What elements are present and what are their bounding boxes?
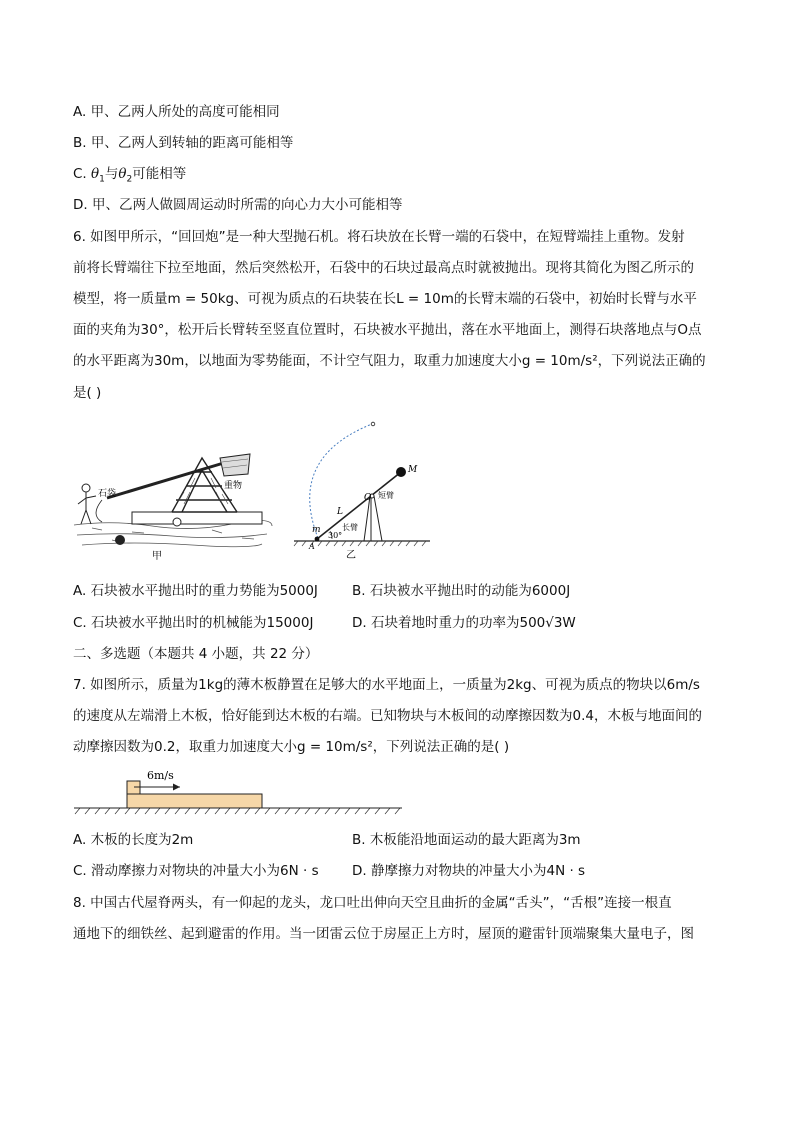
q6-option-a: A. 石块被水平抛出时的重力势能为5000J bbox=[73, 583, 318, 599]
q7-option-c: C. 滑动摩擦力对物块的冲量大小为6N · s bbox=[73, 863, 319, 879]
q5-option-b: B. 甲、乙两人到转轴的距离可能相等 bbox=[73, 135, 294, 151]
q7-option-d: D. 静摩擦力对物块的冲量大小为4N · s bbox=[352, 863, 586, 879]
q6-stem-line6: 是( ) bbox=[73, 385, 102, 401]
sling-rope bbox=[96, 500, 102, 522]
q6-stem-line3: 模型，将一质量m = 50kg、可视为质点的石块装在长L = 10m的长臂末端的石袋中，初始时长臂与水平 bbox=[73, 291, 697, 307]
q8-stem-line1: 8. 中国古代屋脊两头，有一仰起的龙头，龙口吐出伸向天空且曲折的金属“舌头”，“舌根”连接一根直 bbox=[73, 895, 672, 911]
stone-ball bbox=[115, 535, 125, 545]
label-O: O bbox=[364, 493, 372, 503]
model-diagram bbox=[292, 418, 437, 563]
q7-option-a: A. 木板的长度为2m bbox=[73, 832, 194, 848]
q6-option-c: C. 石块被水平抛出时的机械能为15000J bbox=[73, 615, 314, 631]
person-figure bbox=[78, 484, 96, 524]
label-m: m bbox=[312, 525, 321, 535]
q6-stem-line4: 面的夹角为30°，松开后长臂转至竖直位置时，石块被水平抛出，落在水平地面上，测得石块落地点与O点 bbox=[73, 322, 702, 338]
counterweight-box bbox=[220, 454, 250, 476]
wooden-board bbox=[127, 794, 262, 808]
label-long-arm: 长臂 bbox=[342, 523, 358, 532]
q5-option-a: A. 甲、乙两人所处的高度可能相同 bbox=[73, 104, 280, 120]
lever-arm bbox=[317, 472, 401, 539]
label-stone-bag: 石袋 bbox=[98, 489, 117, 499]
section-heading-multiple-choice: 二、多选题（本题共 4 小题，共 22 分） bbox=[73, 646, 319, 662]
label-30deg: 30° bbox=[328, 531, 343, 540]
label-short-arm: 短臂 bbox=[378, 491, 394, 500]
floor-hatching bbox=[75, 808, 400, 814]
caption-yi: 乙 bbox=[346, 550, 356, 561]
q5-option-c: C. $\theta_1$与$\theta_2$可能相等 bbox=[73, 166, 187, 185]
block-board-diagram bbox=[72, 766, 404, 818]
q6-stem-line2: 前将长臂端往下拉至地面，然后突然松开，石袋中的石块过最高点时就被抛出。现将其简化为图乙所示的 bbox=[73, 260, 694, 276]
label-L: L bbox=[337, 507, 343, 517]
catapult-base bbox=[132, 512, 262, 524]
q6-stem-line5: 的水平距离为30m，以地面为零势能面，不计空气阻力，取重力加速度大小g = 10m/s²，下列说法正确的 bbox=[73, 353, 706, 369]
wheel bbox=[173, 518, 181, 526]
q7-stem-line1: 7. 如图所示，质量为1kg的薄木板静置在足够大的水平地面上，一质量为2kg、可视为质点的物块以6m/s bbox=[73, 677, 700, 693]
highest-point-dot bbox=[371, 422, 375, 426]
velocity-arrowhead-icon bbox=[173, 784, 180, 791]
q6-stem-line1: 6. 如图甲所示，“回回炮”是一种大型抛石机。将石块放在长臂一端的石袋中，在短臂端挂上重物。发射 bbox=[73, 229, 685, 245]
q7-stem-line2: 的速度从左端滑上木板，恰好能到达木板的右端。已知物块与木板间的动摩擦因数为0.4，木板与地面间的 bbox=[73, 708, 702, 724]
q6-option-d: D. 石块着地时重力的功率为500√3W bbox=[352, 615, 576, 631]
label-A: A bbox=[309, 542, 315, 551]
catapult-illustration bbox=[72, 440, 277, 565]
counterweight-m-ball bbox=[396, 467, 406, 477]
velocity-label: 6m/s bbox=[147, 769, 174, 782]
label-M: M bbox=[408, 465, 418, 475]
q7-stem-line3: 动摩擦因数为0.2，取重力加速度大小g = 10m/s²，下列说法正确的是( ) bbox=[73, 739, 510, 755]
caption-jia: 甲 bbox=[152, 551, 162, 562]
label-counterweight: 重物 bbox=[224, 481, 243, 491]
q8-stem-line2: 通地下的细铁丝、起到避雷的作用。当一团雷云位于房屋正上方时，屋顶的避雷针顶端聚集大量电子，图 bbox=[73, 926, 694, 942]
q5-option-d: D. 甲、乙两人做圆周运动时所需的向心力大小可能相等 bbox=[73, 197, 403, 213]
q6-option-b: B. 石块被水平抛出时的动能为6000J bbox=[352, 583, 571, 599]
throwing-arm bbox=[107, 462, 227, 498]
stone-m bbox=[315, 537, 320, 542]
q7-option-b: B. 木板能沿地面运动的最大距离为3m bbox=[352, 832, 581, 848]
